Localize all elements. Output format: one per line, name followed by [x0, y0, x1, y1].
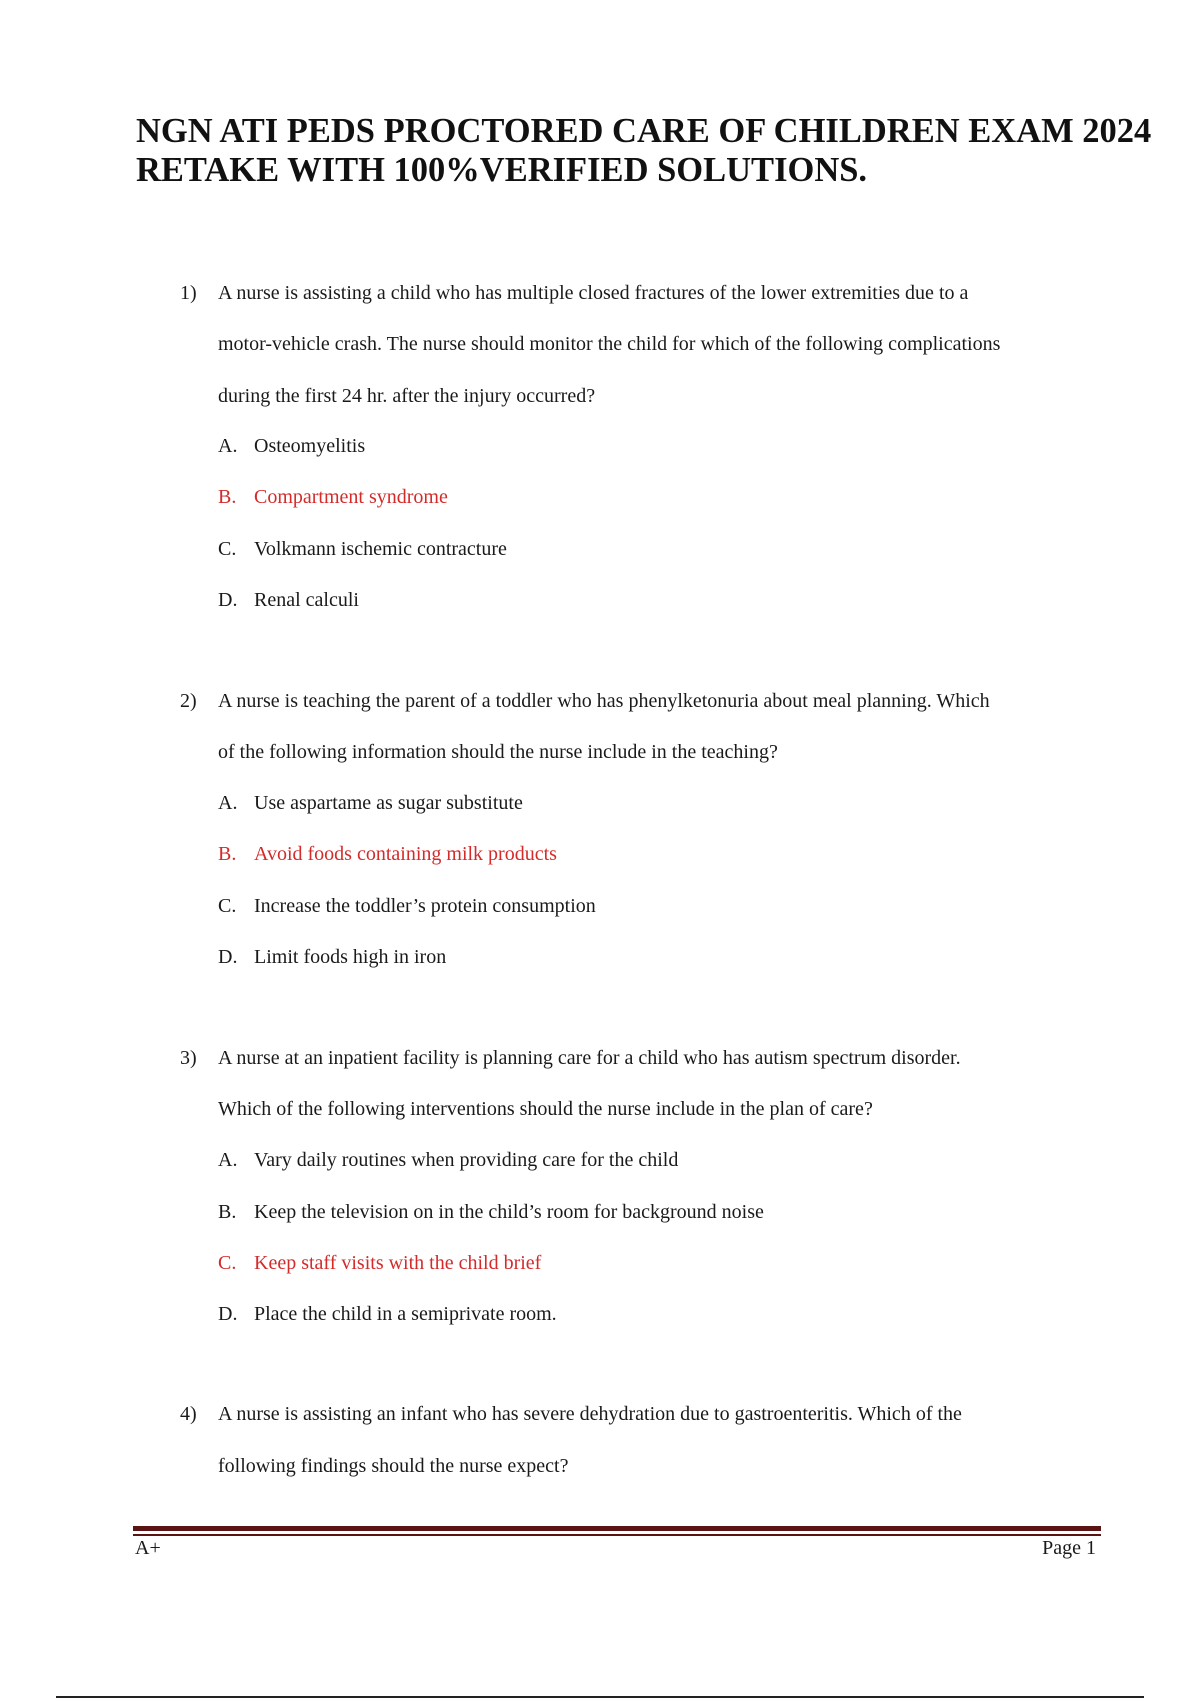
answer-option [218, 944, 446, 970]
option-letter: D. [218, 1303, 238, 1325]
option-text: Vary daily routines when providing care for the child [254, 1149, 679, 1171]
option-text: Osteomyelitis [254, 435, 366, 457]
option-text: Increase the toddler’s protein consumption [254, 895, 596, 917]
question-number: 3) [180, 1047, 197, 1069]
question-text-line: A nurse at an inpatient facility is planning care for a child who has autism spectrum disorder. [218, 1047, 961, 1069]
answer-option [218, 893, 596, 919]
page-bottom-edge [56, 1696, 1144, 1698]
answer-option [218, 587, 359, 613]
option-text: Use aspartame as sugar substitute [254, 792, 523, 814]
option-letter: B. [218, 486, 237, 508]
option-letter: D. [218, 589, 238, 611]
question-text-line: motor-vehicle crash. The nurse should monitor the child for which of the following complications [218, 333, 1001, 355]
footer-grade-label: A+ [135, 1537, 161, 1559]
answer-option [218, 536, 507, 562]
option-letter: B. [218, 1201, 237, 1223]
question-number: 4) [180, 1403, 197, 1425]
question-text-line: Which of the following interventions should the nurse include in the plan of care? [218, 1098, 873, 1120]
question-text-line: A nurse is assisting a child who has multiple closed fractures of the lower extremities due to a [218, 282, 969, 304]
question-text-line: A nurse is assisting an infant who has severe dehydration due to gastroenteritis. Which of the [218, 1403, 962, 1425]
option-letter: D. [218, 946, 238, 968]
option-letter: C. [218, 895, 237, 917]
question-text-line: following findings should the nurse expect? [218, 1455, 569, 1477]
answer-option [218, 1301, 557, 1327]
footer-divider-thick [133, 1526, 1101, 1531]
answer-option [218, 1199, 764, 1225]
option-text: Renal calculi [254, 589, 359, 611]
question-number: 1) [180, 282, 197, 304]
document-title-line-2: RETAKE WITH 100%VERIFIED SOLUTIONS. [136, 151, 868, 189]
option-text: Keep staff visits with the child brief [254, 1252, 542, 1274]
option-letter: C. [218, 1252, 237, 1274]
question-text-line: of the following information should the nurse include in the teaching? [218, 741, 778, 763]
option-text: Limit foods high in iron [254, 946, 447, 968]
answer-option [218, 1147, 678, 1173]
answer-option-correct [218, 1250, 541, 1276]
answer-option [218, 790, 523, 816]
option-letter: C. [218, 538, 237, 560]
option-letter: A. [218, 792, 238, 814]
question-text-line: A nurse is teaching the parent of a toddler who has phenylketonuria about meal planning. Which [218, 690, 990, 712]
option-text: Place the child in a semiprivate room. [254, 1303, 557, 1325]
document-title-line-1: NGN ATI PEDS PROCTORED CARE OF CHILDREN EXAM 2024 [136, 112, 1152, 150]
answer-option [218, 433, 365, 459]
option-letter: A. [218, 1149, 238, 1171]
question-number: 2) [180, 690, 197, 712]
page-number: Page 1 [1042, 1537, 1096, 1559]
option-text: Volkmann ischemic contracture [254, 538, 507, 560]
option-letter: B. [218, 843, 237, 865]
answer-option-correct [218, 484, 448, 510]
option-letter: A. [218, 435, 238, 457]
document-title [136, 112, 1200, 190]
option-text: Compartment syndrome [254, 486, 448, 508]
option-text: Avoid foods containing milk products [254, 843, 557, 865]
option-text: Keep the television on in the child’s room for background noise [254, 1201, 764, 1223]
answer-option-correct [218, 841, 557, 867]
question-text-line: during the first 24 hr. after the injury occurred? [218, 385, 596, 407]
footer-divider-thin [133, 1534, 1101, 1536]
